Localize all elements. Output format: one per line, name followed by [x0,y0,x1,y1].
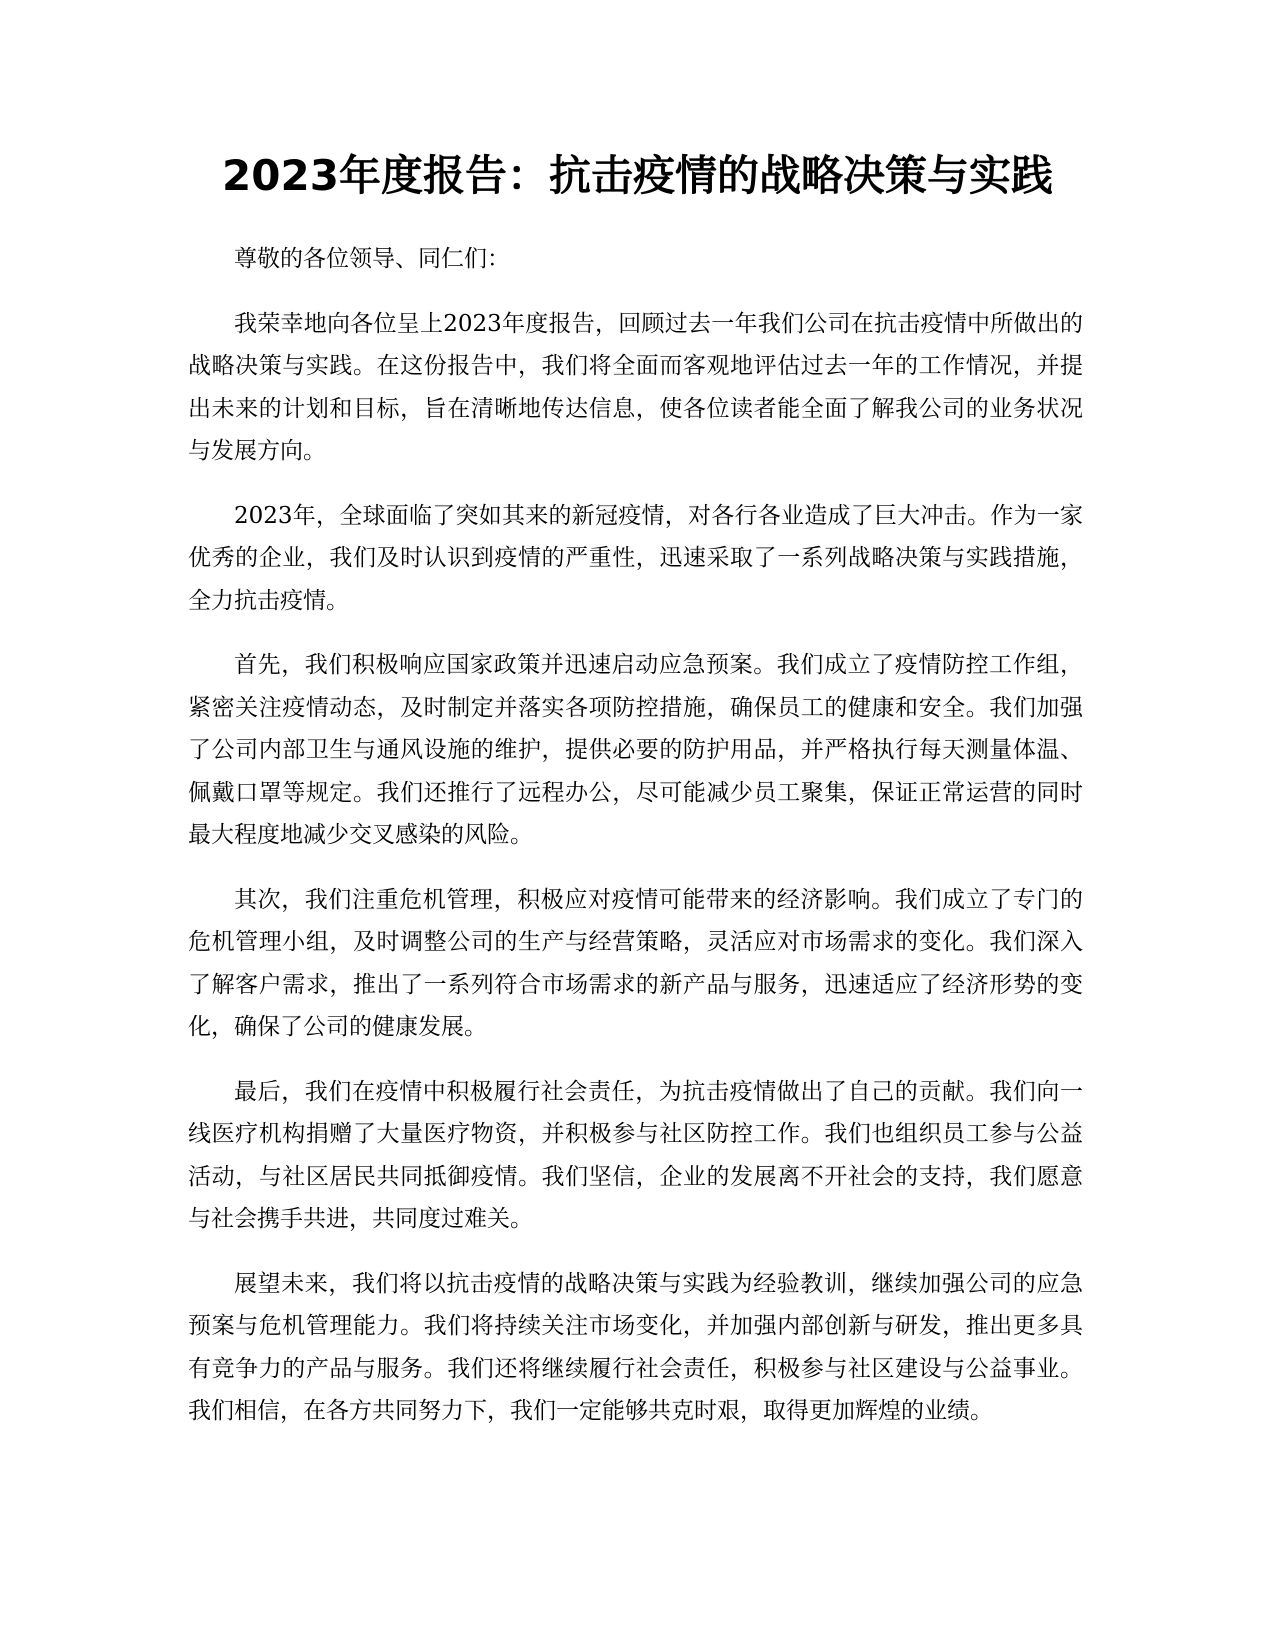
paragraph-outlook: 展望未来，我们将以抗击疫情的战略决策与实践为经验教训，继续加强公司的应急预案与危机管理能力。我们将持续关注市场变化，并加强内部创新与研发，推出更多具有竞争力的产品与服务。我们还将继续履行社会责任，积极参与社区建设与公益事业。我们相信，在各方共同努力下，我们一定能够共克时艰，取得更加辉煌的业绩。 [188,1270,1083,1424]
paragraph-social-responsibility: 最后，我们在疫情中积极履行社会责任，为抗击疫情做出了自己的贡献。我们向一线医疗机构捐赠了大量医疗物资，并积极参与社区防控工作。我们也组织员工参与公益活动，与社区居民共同抵御疫情。我们坚信，企业的发展离不开社会的支持，我们愿意与社会携手共进，共同度过难关。 [188,1078,1083,1232]
paragraph-first-measures: 首先，我们积极响应国家政策并迅速启动应急预案。我们成立了疫情防控工作组，紧密关注疫情动态，及时制定并落实各项防控措施，确保员工的健康和安全。我们加强了公司内部卫生与通风设施的维护，提供必要的防护用品，并严格执行每天测量体温、佩戴口罩等规定。我们还推行了远程办公，尽可能减少员工聚集，保证正常运营的同时最大程度地减少交叉感染的风险。 [188,652,1083,848]
paragraph-background: 2023年，全球面临了突如其来的新冠疫情，对各行各业造成了巨大冲击。作为一家优秀的企业，我们及时认识到疫情的严重性，迅速采取了一系列战略决策与实践措施，全力抗击疫情。 [188,502,1083,614]
greeting: 尊敬的各位领导、同仁们： [234,246,510,272]
page-title: 2023年度报告：抗击疫情的战略决策与实践 [222,151,1053,200]
paragraph-crisis-management: 其次，我们注重危机管理，积极应对疫情可能带来的经济影响。我们成立了专门的危机管理小组，及时调整公司的生产与经营策略，灵活应对市场需求的变化。我们深入了解客户需求，推出了一系列符合市场需求的新产品与服务，迅速适应了经济形势的变化，确保了公司的健康发展。 [188,886,1083,1040]
paragraph-intro: 我荣幸地向各位呈上2023年度报告，回顾过去一年我们公司在抗击疫情中所做出的战略决策与实践。在这份报告中，我们将全面而客观地评估过去一年的工作情况，并提出未来的计划和目标，旨在清晰地传达信息，使各位读者能全面了解我公司的业务状况与发展方向。 [188,310,1083,464]
document-body [188,238,1083,1455]
